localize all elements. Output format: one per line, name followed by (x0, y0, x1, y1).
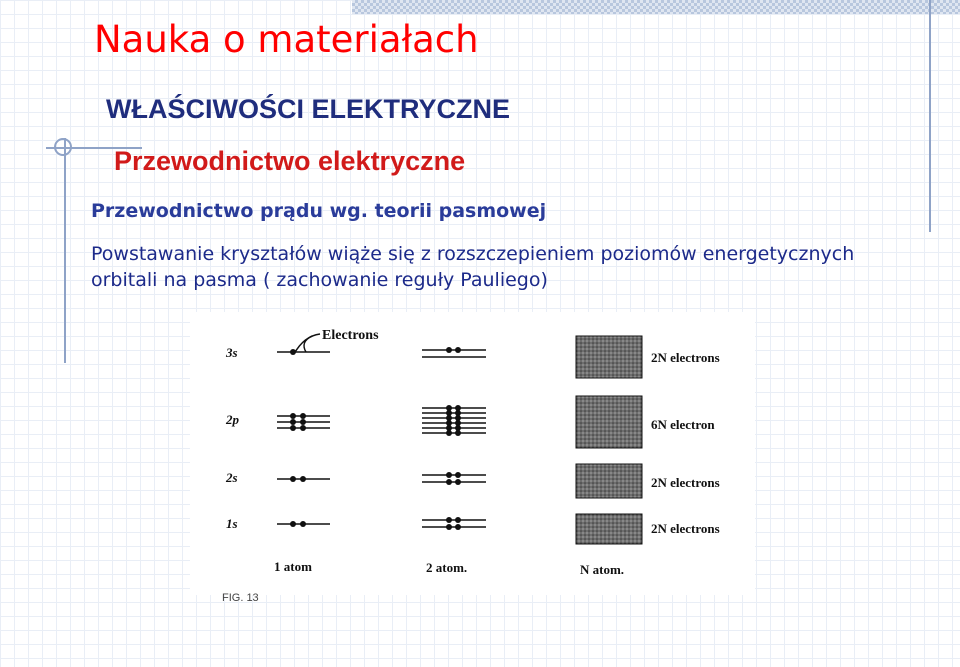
level-label-3s: 3s (226, 345, 238, 360)
section-title: Przewodnictwo prądu wg. teorii pasmowej (91, 200, 547, 222)
top-decorative-band (352, 0, 960, 14)
slide-title: Nauka o materiałach (94, 18, 479, 61)
two-atom-electrons (446, 347, 461, 530)
column-label-1-atom: 1 atom (274, 559, 312, 574)
band-label-2p: 6N electron (651, 417, 715, 432)
electron-arrow (304, 336, 312, 352)
left-decorative-line (64, 138, 66, 363)
decorative-circle (54, 138, 72, 156)
band-theory-figure (190, 312, 755, 604)
band-diagram (190, 312, 755, 604)
level-label-2p: 2p (226, 412, 239, 427)
level-label-1s: 1s (226, 516, 238, 531)
column-label-2-atom: 2 atom. (426, 560, 468, 575)
figure-caption-fragment: FIG. 13 (222, 592, 259, 604)
body-text: Powstawanie kryształów wiąże się z rozszczepieniem poziomów energetycznych orbitali na pasma ( zachowanie reguły Pauliego) (91, 243, 855, 291)
slide-subheading: Przewodnictwo elektryczne (114, 146, 466, 176)
band-label-1s: 2N electrons (651, 521, 720, 536)
one-atom-levels (277, 352, 330, 524)
band-3s (576, 336, 642, 378)
one-atom-electrons (290, 349, 306, 527)
electrons-label: Electrons (322, 328, 379, 343)
level-label-2s: 2s (226, 470, 238, 485)
band-1s (576, 514, 642, 544)
band-label-2s: 2N electrons (651, 475, 720, 490)
electron-arrow (294, 334, 320, 354)
band-2s (576, 464, 642, 498)
column-label-n-atom: N atom. (580, 562, 625, 577)
band-2p (576, 396, 642, 448)
right-decorative-line (929, 0, 931, 232)
two-atom-levels (422, 350, 486, 527)
slide-heading: WŁAŚCIWOŚCI ELEKTRYCZNE (106, 94, 510, 124)
band-label-3s: 2N electrons (651, 350, 720, 365)
